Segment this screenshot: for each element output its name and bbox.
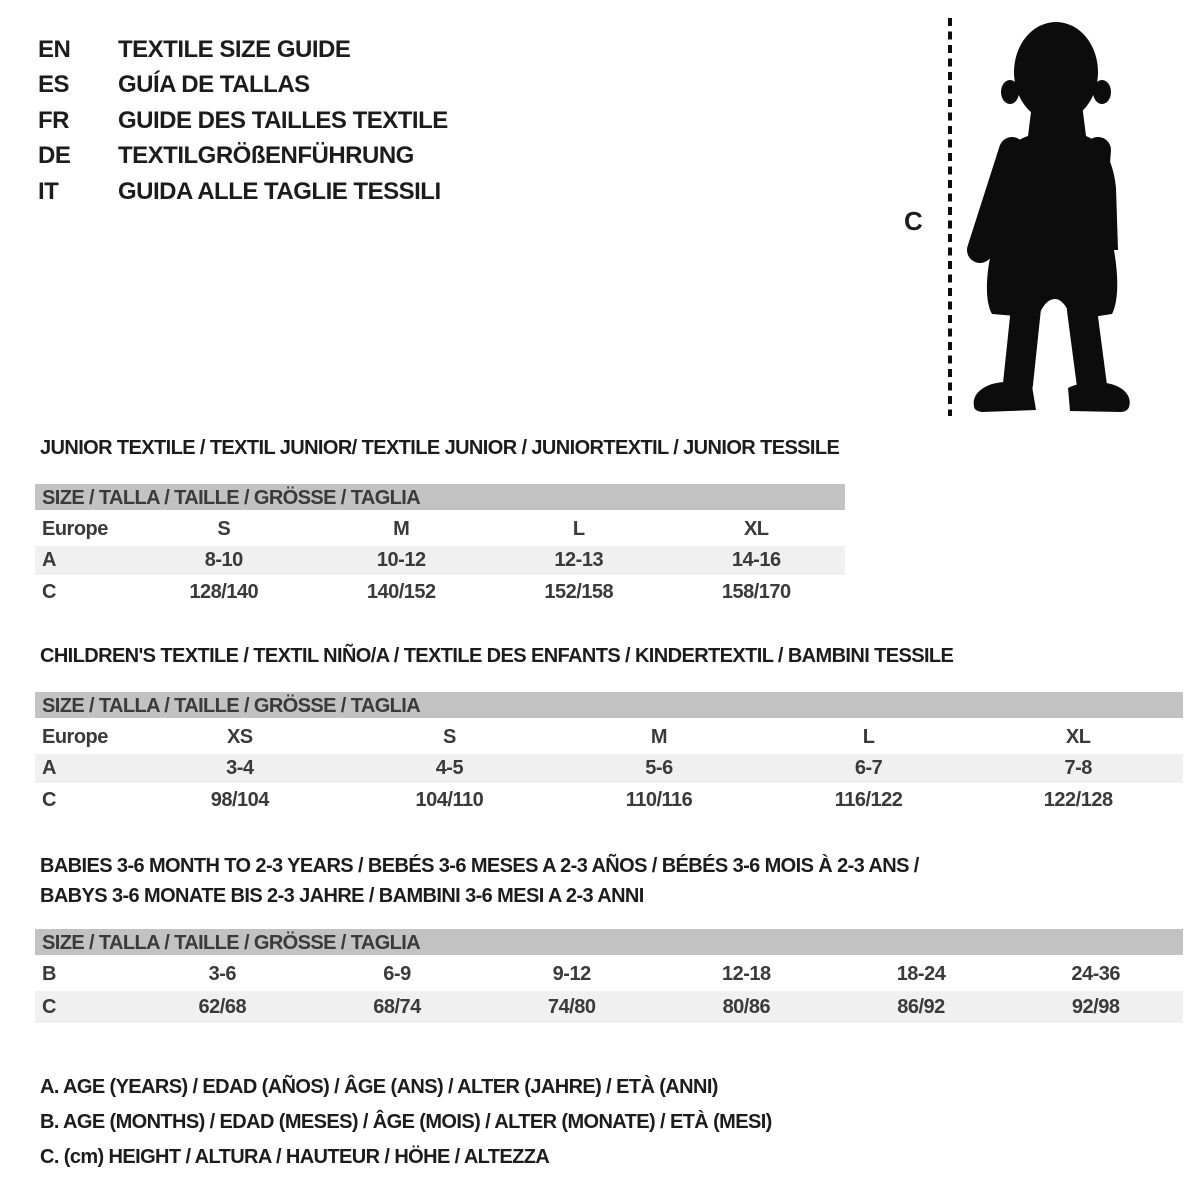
table-cell: 122/128 xyxy=(1043,788,1113,811)
junior-table-header: SIZE / TALLA / TAILLE / GRÖSSE / TAGLIA xyxy=(35,484,845,512)
footnote-line: A. AGE (YEARS) / EDAD (AÑOS) / ÂGE (ANS) / ALTER (JAHRE) / ETÀ (ANNI) xyxy=(40,1076,718,1098)
table-cell: M xyxy=(393,517,410,540)
table-cell: 10-12 xyxy=(376,549,426,571)
junior-table-rows xyxy=(35,512,845,609)
table-cell: 6-9 xyxy=(383,962,411,985)
children-size-table xyxy=(35,692,1183,817)
table-row xyxy=(35,720,1183,754)
table-cell: XS xyxy=(226,725,253,748)
children-table-rows xyxy=(35,720,1183,817)
table-cell: 7-8 xyxy=(1064,757,1092,779)
table-cell: 18-24 xyxy=(896,962,946,985)
babies-title-line-2: BABYS 3-6 MONATE BIS 2-3 JAHRE / BAMBINI 3-6 MESI A 2-3 ANNI xyxy=(40,885,644,907)
row-label: C xyxy=(42,580,56,603)
language-row xyxy=(38,32,448,68)
section-childrens-textile xyxy=(35,646,1183,817)
table-row xyxy=(35,575,845,609)
row-label: B xyxy=(42,962,56,985)
table-cell: 152/158 xyxy=(544,580,614,603)
table-row xyxy=(35,991,1183,1023)
section-babies-textile xyxy=(35,851,1183,1023)
row-cells xyxy=(135,789,1183,812)
table-cell: S xyxy=(442,725,456,748)
row-cells xyxy=(135,996,1183,1019)
language-title: TEXTILE SIZE GUIDE xyxy=(118,35,351,63)
babies-table-header: SIZE / TALLA / TAILLE / GRÖSSE / TAGLIA xyxy=(35,929,1183,957)
row-label: A xyxy=(42,549,56,571)
children-section-title: CHILDREN'S TEXTILE / TEXTIL NIÑO/A / TEXTILE DES ENFANTS / KINDERTEXTIL / BAMBINI TESSILE xyxy=(40,645,954,667)
footnote-legend xyxy=(40,1070,772,1175)
row-cells xyxy=(135,757,1183,780)
language-code: ES xyxy=(38,71,70,99)
table-cell: 98/104 xyxy=(210,788,269,811)
footnote-line: C. (cm) HEIGHT / ALTURA / HAUTEUR / HÖHE / ALTEZZA xyxy=(40,1146,550,1168)
table-cell: M xyxy=(650,725,668,748)
table-row xyxy=(35,512,845,546)
row-cells xyxy=(135,549,845,572)
table-cell: 86/92 xyxy=(897,995,945,1018)
table-cell: 110/116 xyxy=(625,788,693,811)
table-cell: 74/80 xyxy=(547,995,596,1018)
table-row xyxy=(35,957,1183,991)
table-cell: 12-18 xyxy=(722,962,771,985)
table-cell: XL xyxy=(743,517,769,540)
table-cell: 92/98 xyxy=(1071,995,1120,1018)
table-cell: 116/122 xyxy=(834,788,903,811)
table-cell: 62/68 xyxy=(198,995,247,1018)
table-cell: 68/74 xyxy=(373,995,421,1018)
table-cell: 12-13 xyxy=(554,549,604,571)
toddler-silhouette-icon xyxy=(966,18,1138,416)
table-row xyxy=(35,783,1183,817)
row-cells xyxy=(135,518,845,541)
table-cell: 14-16 xyxy=(731,549,781,571)
height-measure-dashed-line xyxy=(948,18,952,416)
language-code: FR xyxy=(38,106,69,134)
table-cell: 5-6 xyxy=(645,757,673,779)
babies-title-line-1: BABIES 3-6 MONTH TO 2-3 YEARS / BEBÉS 3-6 MESES A 2-3 AÑOS / BÉBÉS 3-6 MOIS À 2-3 ANS / xyxy=(40,855,919,877)
language-title: GUIDE DES TAILLES TEXTILE xyxy=(118,106,448,134)
babies-table-rows xyxy=(35,957,1183,1023)
language-row xyxy=(38,139,448,175)
table-cell: 8-10 xyxy=(204,549,243,571)
row-label: A xyxy=(42,757,56,779)
table-cell: 9-12 xyxy=(552,962,591,985)
row-cells xyxy=(135,581,845,604)
table-cell: L xyxy=(572,517,585,540)
row-label: Europe xyxy=(42,517,108,540)
table-cell: S xyxy=(217,517,231,540)
language-row xyxy=(38,174,448,210)
junior-size-table xyxy=(35,484,845,609)
table-cell: 6-7 xyxy=(854,757,883,779)
language-title: GUIDA ALLE TAGLIE TESSILI xyxy=(118,177,441,205)
language-title: TEXTILGRÖßENFÜHRUNG xyxy=(118,142,414,170)
table-cell: 128/140 xyxy=(189,580,259,603)
height-measure-label: C xyxy=(904,206,923,236)
language-code: DE xyxy=(38,142,71,170)
row-label: Europe xyxy=(42,725,108,748)
table-cell: XL xyxy=(1065,725,1091,748)
row-cells xyxy=(135,963,1183,986)
table-cell: L xyxy=(862,725,875,748)
language-row xyxy=(38,68,448,104)
junior-section-title: JUNIOR TEXTILE / TEXTIL JUNIOR/ TEXTILE JUNIOR / JUNIORTEXTIL / JUNIOR TESSILE xyxy=(40,437,840,459)
language-code: EN xyxy=(38,35,71,63)
footnote-line: B. AGE (MONTHS) / EDAD (MESES) / ÂGE (MOIS) / ALTER (MONATE) / ETÀ (MESI) xyxy=(40,1111,772,1133)
children-table-header: SIZE / TALLA / TAILLE / GRÖSSE / TAGLIA xyxy=(35,692,1183,720)
language-code: IT xyxy=(38,177,59,205)
language-list xyxy=(38,32,448,210)
row-label: C xyxy=(42,788,56,811)
row-cells xyxy=(135,726,1183,749)
babies-section-title xyxy=(40,851,1183,911)
table-cell: 3-6 xyxy=(208,962,237,985)
section-junior-textile xyxy=(35,438,845,609)
table-cell: 104/110 xyxy=(415,788,484,811)
table-row xyxy=(35,754,1183,783)
babies-size-table xyxy=(35,929,1183,1023)
row-label: C xyxy=(42,995,56,1018)
table-cell: 4-5 xyxy=(435,757,464,779)
table-cell: 80/86 xyxy=(722,995,771,1018)
table-cell: 3-4 xyxy=(226,757,254,779)
language-row xyxy=(38,103,448,139)
table-cell: 140/152 xyxy=(366,580,436,603)
table-cell: 24-36 xyxy=(1071,962,1121,985)
table-cell: 158/170 xyxy=(721,580,791,603)
language-title: GUÍA DE TALLAS xyxy=(118,71,310,99)
table-row xyxy=(35,546,845,575)
